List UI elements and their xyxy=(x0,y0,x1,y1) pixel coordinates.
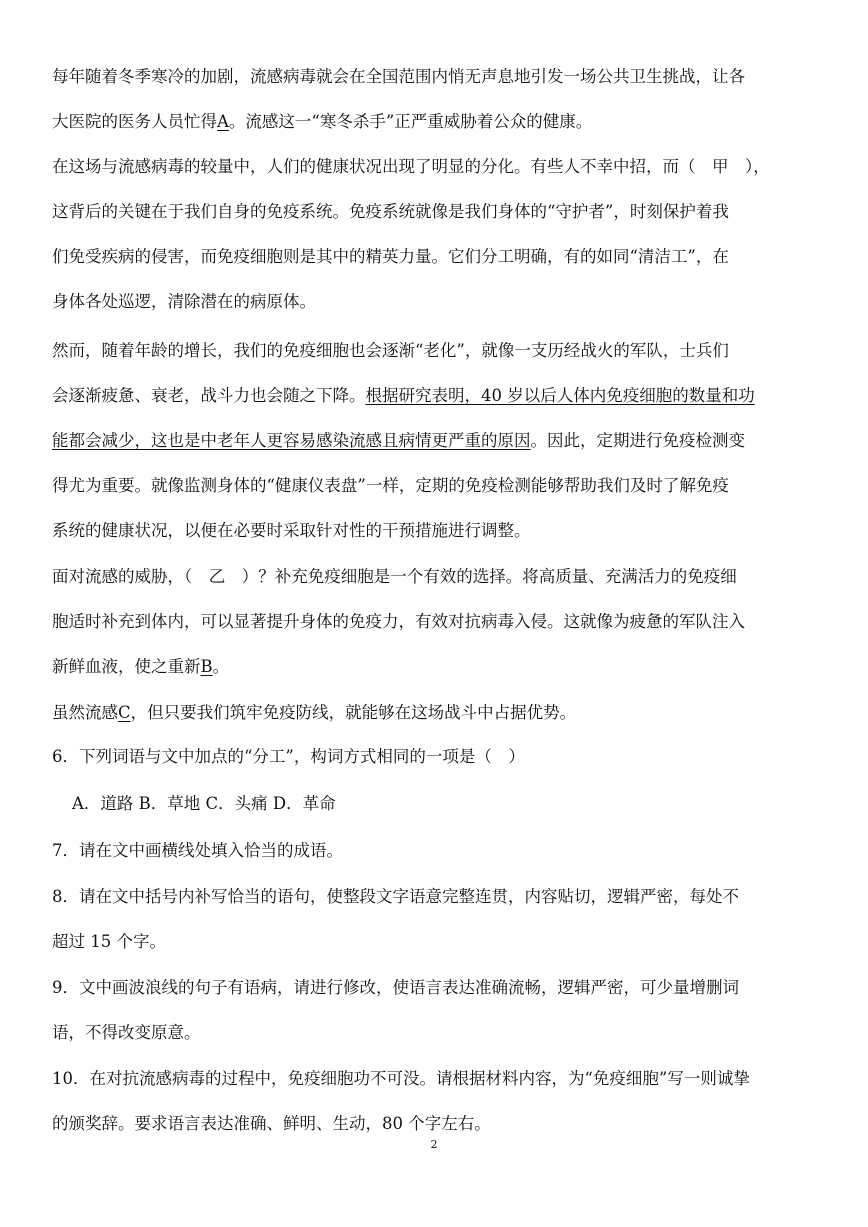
question-10: 10．在对抗流感病毒的过程中，免疫细胞功不可没。请根据材料内容，为“免疫细胞”写一则诚挚 xyxy=(52,1069,750,1088)
passage-line: 面对流感的威胁，（ 乙 ）？补充免疫细胞是一个有效的选择。将高质量、充满活力的免疫细 xyxy=(52,567,737,586)
question-8: 超过 15 个字。 xyxy=(52,932,166,951)
passage-line: 系统的健康状况，以便在必要时采取针对性的干预措施进行调整。 xyxy=(52,521,531,540)
blank-b: B xyxy=(200,657,213,676)
passage-line: 能都会减少，这也是中老年人更容易感染流感且病情更严重的原因。因此，定期进行免疫检测变 xyxy=(52,431,745,450)
wavy-underlined-sentence: 能都会减少，这也是中老年人更容易感染流感且病情更严重的原因 xyxy=(52,431,531,450)
wavy-underlined-sentence: 根据研究表明，40 岁以后人体内免疫细胞的数量和功 xyxy=(365,386,755,405)
question-8: 8．请在文中括号内补写恰当的语句，使整段文字语意完整连贯，内容贴切，逻辑严密，每处不 xyxy=(52,887,739,906)
question-10: 的颁奖辞。要求语言表达准确、鲜明、生动，80 个字左右。 xyxy=(52,1114,491,1133)
passage-line: 身体各处巡逻，清除潜在的病原体。 xyxy=(52,292,316,311)
question-9: 9．文中画波浪线的句子有语病，请进行修改，使语言表达准确流畅，逻辑严密，可少量增删词 xyxy=(52,978,739,997)
blank-a: A xyxy=(217,112,229,131)
passage-line: 在这场与流感病毒的较量中，人们的健康状况出现了明显的分化。有些人不幸中招，而（ 甲 ）， xyxy=(52,157,770,176)
passage-line: 会逐渐疲惫、衰老，战斗力也会随之下降。根据研究表明，40 岁以后人体内免疫细胞的数量和功 xyxy=(52,386,755,405)
question-9: 语，不得改变原意。 xyxy=(52,1023,201,1042)
passage-line: 得尤为重要。就像监测身体的“健康仪表盘”一样，定期的免疫检测能够帮助我们及时了解免疫 xyxy=(52,476,729,495)
passage-line: 大医院的医务人员忙得A。流感这一“寒冬杀手”正严重威胁着公众的健康。 xyxy=(52,112,593,131)
passage-line: 然而，随着年龄的增长，我们的免疫细胞也会逐渐“老化”，就像一支历经战火的军队，士兵们 xyxy=(52,341,729,360)
blank-c: C xyxy=(118,703,131,722)
passage-line: 们免受疾病的侵害，而免疫细胞则是其中的精英力量。它们分工明确，有的如同“清洁工”，在 xyxy=(52,247,729,266)
passage-line: 这背后的关键在于我们自身的免疫系统。免疫系统就像是我们身体的“守护者”，时刻保护着我 xyxy=(52,202,729,221)
question-6-options: A．道路 B．草地 C．头痛 D．革命 xyxy=(72,794,336,813)
question-7: 7．请在文中画横线处填入恰当的成语。 xyxy=(52,841,343,860)
page-number: 2 xyxy=(430,1138,438,1151)
passage-line: 胞适时补充到体内，可以显著提升身体的免疫力，有效对抗病毒入侵。这就像为疲惫的军队注入 xyxy=(52,612,745,631)
question-6: 6．下列词语与文中加点的“分工”，构词方式相同的一项是（ ） xyxy=(52,747,525,766)
passage-line: 新鲜血液，使之重新B。 xyxy=(52,657,230,676)
passage-line: 每年随着冬季寒冷的加剧，流感病毒就会在全国范围内悄无声息地引发一场公共卫生挑战，让各 xyxy=(52,67,745,86)
passage-line: 虽然流感C，但只要我们筑牢免疫防线，就能够在这场战斗中占据优势。 xyxy=(52,703,577,722)
